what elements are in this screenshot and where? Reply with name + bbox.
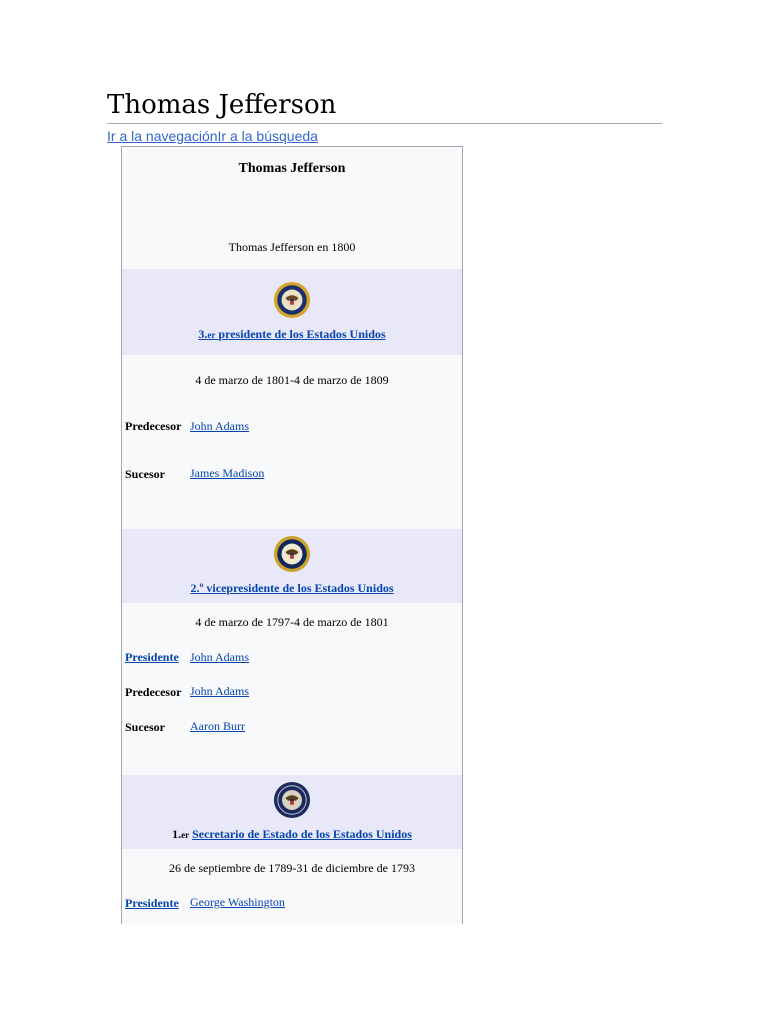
row-label-president — [125, 650, 179, 665]
secretary-of-state-office-link[interactable]: Secretario de Estado de los Estados Unidos — [192, 827, 412, 841]
row-label-predecessor-vp: Predecesor — [125, 685, 182, 699]
president-office-link[interactable]: 3.er presidente de los Estados Unidos — [198, 327, 386, 341]
john-adams-president-link[interactable]: John Adams — [190, 650, 250, 664]
presidential-seal-icon — [273, 281, 311, 319]
vice-presidential-seal-icon — [273, 535, 311, 573]
row-value-predecessor-vp — [190, 684, 249, 699]
office-title-vice-president — [122, 581, 462, 596]
office-header-vice-president — [122, 529, 462, 603]
president-label-link-sos[interactable]: Presidente — [125, 896, 179, 910]
row-value-president-sos — [190, 895, 285, 910]
president-label-link[interactable]: Presidente — [125, 650, 179, 664]
john-adams-predecessor-link[interactable]: John Adams — [190, 684, 250, 698]
row-label-president-sos — [125, 896, 179, 911]
office-dates-vice-president: 4 de marzo de 1797-4 de marzo de 1801 — [195, 615, 389, 629]
james-madison-link[interactable]: James Madison — [190, 466, 265, 480]
row-label-predecessor: Predecesor — [125, 419, 182, 433]
vice-president-office-link[interactable]: 2.º vicepresidente de los Estados Unidos — [190, 581, 394, 595]
george-washington-link[interactable]: George Washington — [190, 895, 285, 909]
row-value-successor — [190, 466, 264, 481]
infobox-image-caption: Thomas Jefferson en 1800 — [228, 240, 356, 254]
office-dates-secretary-of-state: 26 de septiembre de 1789-31 de diciembre de 1793 — [169, 861, 415, 875]
office-title-president — [122, 327, 462, 342]
title-divider — [107, 123, 662, 124]
state-department-seal-icon — [273, 781, 311, 819]
page-title: Thomas Jefferson — [107, 90, 337, 120]
office-dates-president: 4 de marzo de 1801-4 de marzo de 1809 — [195, 373, 389, 387]
infobox-title: Thomas Jefferson — [238, 161, 346, 176]
row-label-successor: Sucesor — [125, 467, 165, 481]
office-header-president — [122, 269, 462, 355]
jump-to-navigation-link[interactable]: Ir a la navegación — [107, 128, 218, 144]
row-label-successor-vp: Sucesor — [125, 720, 165, 734]
row-value-president — [190, 650, 249, 665]
row-value-predecessor — [190, 419, 249, 434]
jump-to-search-link[interactable]: Ir a la búsqueda — [217, 128, 318, 144]
john-adams-link[interactable]: John Adams — [190, 419, 250, 433]
row-value-successor-vp — [190, 719, 245, 734]
jump-links — [107, 128, 318, 144]
office-header-secretary-of-state — [122, 775, 462, 849]
infobox — [121, 146, 463, 924]
office-title-secretary-of-state: 1.er Secretario de Estado de los Estados Unidos — [172, 827, 412, 841]
aaron-burr-link[interactable]: Aaron Burr — [190, 719, 245, 733]
